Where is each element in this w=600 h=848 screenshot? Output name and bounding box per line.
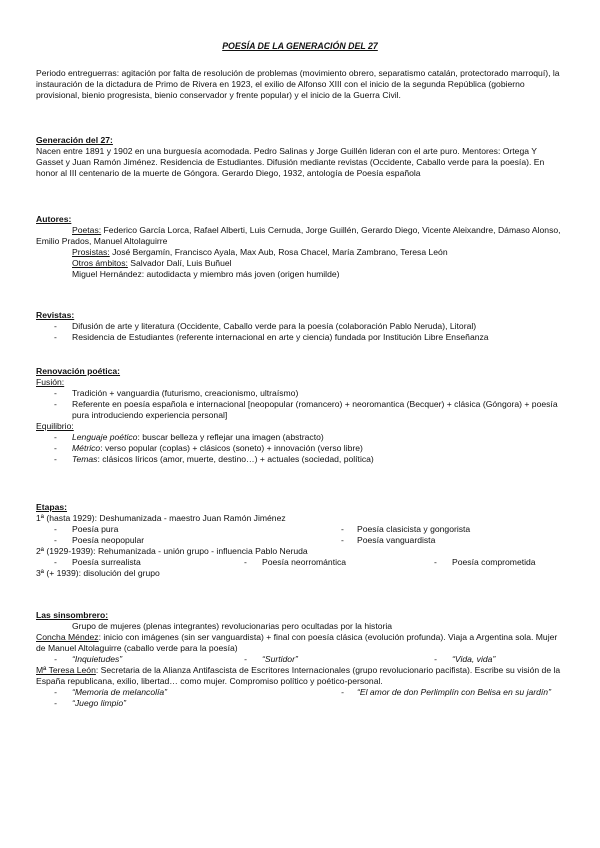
sinsombrero-intro: Grupo de mujeres (plenas integrantes) revolucionarias pero ocultadas por la historia — [72, 621, 393, 631]
equilibrio-label: Equilibrio: — [36, 421, 74, 431]
revistas-item: - Difusión de arte y literatura (Occidente, Caballo verde para la poesía (colaboración Pablo Neruda), Litoral) — [54, 321, 477, 331]
work-title: “Surtidor” — [262, 654, 298, 664]
heading-autores: Autores: — [36, 214, 72, 224]
equilibrio-item-text: : buscar belleza y reflejar una imagen (abstracto) — [137, 432, 324, 442]
fusion-item: - Tradición + vanguardia (futurismo, creacionismo, ultraísmo) — [54, 388, 299, 398]
concha-mendez — [36, 632, 566, 654]
revistas-item: - Residencia de Estudiantes (referente internacional en arte y ciencia) fundada por Institución Libre Enseñanza — [54, 332, 489, 342]
work-title: “El amor de don Perlimplín con Belisa en su jardín” — [357, 687, 551, 697]
poetas-list: Federico García Lorca, Rafael Alberti, Luis Cernuda, Jorge Guillén, Gerardo Diego, Vicente Aleixandre, Dámaso Alonso, Emilio Prados, Manuel Altolaguirre — [36, 225, 561, 246]
generacion-text: Nacen entre 1891 y 1902 en una burguesía acomodada. Pedro Salinas y Jorge Guillén lideran con el arte puro. Mentores: Ortega Y Gasset y Juan Ramón Jiménez. Residencia de Estudiantes. Difusión mediante revistas (Occidente, Caballo verde para la poesía). En honor al III centenario de la muerte de Góngora. Gerardo Diego, 1932, antología de Poesía española — [36, 146, 545, 178]
prosistas-label: Prosistas: — [72, 247, 110, 257]
concha-label: Concha Méndez — [36, 632, 99, 642]
fusion-label: Fusión: — [36, 377, 65, 387]
page-title: POESÍA DE LA GENERACIÓN DEL 27 — [222, 41, 378, 51]
work-title: “Inquietudes” — [72, 654, 123, 664]
etapa-item: Poesía comprometida — [452, 557, 536, 567]
heading-renovacion: Renovación poética: — [36, 366, 121, 376]
etapa-1: 1ª (hasta 1929): Deshumanizada - maestro Juan Ramón Jiménez — [36, 513, 286, 523]
equilibrio-item-text: : verso popular (coplas) + clásicos (soneto) + innovación (verso libre) — [100, 443, 363, 453]
heading-revistas: Revistas: — [36, 310, 75, 320]
work-title: “Juego limpio” — [72, 698, 126, 708]
section-generacion — [36, 135, 566, 179]
work-title: “Vida, vida” — [452, 654, 496, 664]
autores-poetas — [36, 225, 566, 247]
poetas-label: Poetas: — [72, 225, 102, 235]
otros-list: Salvador Dalí, Luis Buñuel — [127, 258, 232, 268]
teresa-leon — [36, 665, 566, 687]
heading-generacion: Generación del 27: — [36, 135, 113, 145]
work-title: “Memoria de melancolía” — [72, 687, 168, 697]
equilibrio-item-label: Métrico — [72, 443, 101, 453]
prosistas-list: José Bergamín, Francisco Ayala, Max Aub, Rosa Chacel, María Zambrano, Teresa León — [109, 247, 448, 257]
etapa-2-row: - Poesía surrealista - Poesía neorromántica - Poesía comprometida — [54, 557, 536, 567]
equilibrio-item: - Temas: clásicos líricos (amor, muerte, destino…) + actuales (sociedad, política) — [54, 454, 374, 464]
teresa-works-row: - “Memoria de melancolía” - “El amor de don Perlimplín con Belisa en su jardín” - “Juego limpio” — [36, 687, 566, 711]
etapa-1-row: - Poesía pura - Poesía clasicista y gongorista — [54, 524, 471, 534]
otros-label: Otros ámbitos: — [72, 258, 128, 268]
etapa-item: Poesía neorromántica — [262, 557, 347, 567]
etapa-item: Poesía pura — [72, 524, 119, 534]
etapa-1-row: - Poesía neopopular - Poesía vanguardista — [54, 535, 436, 545]
revistas-item-text: Residencia de Estudiantes (referente internacional en arte y ciencia) fundada por Institución Libre Enseñanza — [72, 332, 489, 342]
equilibrio-item: - Lenguaje poético: buscar belleza y reflejar una imagen (abstracto) — [54, 432, 324, 442]
intro-text: Periodo entreguerras: agitación por falta de resolución de problemas (movimiento obrero, separatismo catalán, protectorado marroquí), la instauración de la dictadura de Primo de Rivera en 1923, el exilio de Alfonso XIII con el inicio de la segunda República (gobierno provisional, bienio progresista, bienio conservador y frente popular) y el inicio de la Guerra Civil. — [36, 68, 560, 100]
section-etapas — [36, 502, 566, 579]
equilibrio-item: - Métrico: verso popular (coplas) + clásicos (soneto) + innovación (verso libre) — [54, 443, 363, 453]
fusion-item-text: Referente en poesía española e internacional [neopopular (romancero) + neoromantica (Becquer) + clásica (Góngora) + poesía pura introduciendo experiencia personal] — [72, 399, 558, 420]
fusion-item-text: Tradición + vanguardia (futurismo, creacionismo, ultraísmo) — [72, 388, 299, 398]
concha-works-row: - “Inquietudes” - “Surtidor” - “Vida, vida” — [54, 654, 496, 664]
section-sinsombrero — [36, 610, 566, 711]
fusion-item: - Referente en poesía española e internacional [neopopular (romancero) + neoromantica (Becquer) + clásica (Góngora) + poesía pura introduciendo experiencia personal] — [54, 399, 558, 420]
etapa-item: Poesía clasicista y gongorista — [357, 524, 471, 534]
heading-etapas: Etapas: — [36, 502, 68, 512]
autores-otros — [36, 258, 566, 269]
autores-miguel: Miguel Hernández: autodidacta y miembro más joven (origen humilde) — [72, 269, 340, 279]
autores-prosistas — [36, 247, 566, 258]
teresa-label: Mª Teresa León — [36, 665, 96, 675]
concha-text: : inicio con imágenes (sin ser vanguardista) + final con poesía clásica (evolución profunda). Viaja a Argentina sola. Mujer de Manuel Altolaguirre (caballo verde para la poesía) — [36, 632, 558, 653]
heading-sinsombrero: Las sinsombrero: — [36, 610, 109, 620]
etapa-item: Poesía neopopular — [72, 535, 145, 545]
etapa-2: 2ª (1929-1939): Rehumanizada - unión grupo - influencia Pablo Neruda — [36, 546, 308, 556]
equilibrio-item-label: Temas — [72, 454, 98, 464]
etapa-item: Poesía surrealista — [72, 557, 141, 567]
revistas-item-text: Difusión de arte y literatura (Occidente, Caballo verde para la poesía (colaboración Pablo Neruda), Litoral) — [72, 321, 477, 331]
section-renovacion — [36, 366, 566, 465]
equilibrio-item-label: Lenguaje poético — [72, 432, 138, 442]
section-revistas — [36, 310, 566, 343]
etapa-item: Poesía vanguardista — [357, 535, 436, 545]
teresa-text: : Secretaria de la Alianza Antifascista de Escritores Internacionales (grupo revolucionario pacifista). Escribe su visión de la España republicana, exilio, libertad… como mujer. Compromiso político y poético-personal. — [36, 665, 561, 686]
equilibrio-item-text: : clásicos líricos (amor, muerte, destino…) + actuales (sociedad, política) — [97, 454, 374, 464]
intro-paragraph — [36, 68, 566, 101]
section-autores — [36, 214, 566, 280]
etapa-3: 3ª (+ 1939): disolución del grupo — [36, 568, 160, 578]
